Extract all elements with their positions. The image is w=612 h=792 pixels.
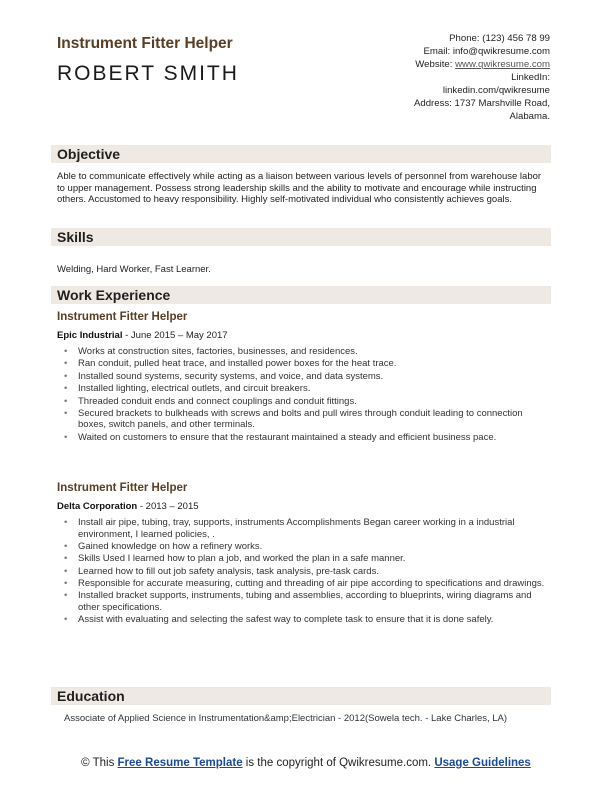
list-item: • Installed bracket supports, instruments, tubing and assemblies, according to blueprints, wiring diagrams and other specifications.: [64, 590, 532, 613]
footer-prefix: © This: [81, 757, 118, 769]
contact-address: [310, 97, 550, 110]
objective-text: Able to communicate effectively while acting as a liaison between various levels of personnel from warehouse labor to upper management. Possess strong leadership skills and the ability to motivate and encourage while instructing others. Accustomed to heavy responsibility. Highly self-motivated individual who consistently achieves goals.: [57, 171, 542, 205]
contact-block: [310, 32, 550, 123]
usage-guidelines-link[interactable]: Usage Guidelines: [434, 757, 531, 769]
address-line1: 1737 Marshville Road,: [454, 98, 550, 109]
list-item: • Installed sound systems, security systems, and voice, and data systems.: [64, 370, 384, 382]
skills-text: Welding, Hard Worker, Fast Learner.: [57, 264, 211, 275]
list-item: • Assist with evaluating and selecting the safest way to complete task to ensure that it is done safely.: [64, 614, 494, 626]
address-label: Address:: [413, 98, 452, 109]
list-item: • Secured brackets to bulkheads with screws and bolts and pull wires through conduit leading to connection boxes, switch panels, and other terminals.: [64, 407, 523, 431]
list-item: • Install air pipe, tubing, tray, supports, instruments Accomplishments Began career working in a industrial environment, I learned policies, .: [64, 517, 515, 540]
phone-label: Phone:: [449, 33, 480, 44]
header-job-title: Instrument Fitter Helper: [57, 35, 233, 52]
list-item: • Ran conduit, pulled heat trace, and installed power boxes for the heat trace.: [64, 358, 397, 370]
job-1-dates: - June 2015 – May 2017: [122, 330, 228, 341]
website-label: Website:: [415, 59, 453, 70]
copyright-footer: [60, 757, 552, 770]
website-link[interactable]: www.qwikresume.com: [455, 59, 550, 70]
list-item: • Works at construction sites, factories, businesses, and residences.: [64, 346, 358, 357]
footer-middle: is the copyright of Qwikresume.com.: [242, 757, 435, 769]
list-item: • Gained knowledge on how a refinery works.: [64, 540, 263, 552]
section-objective-heading: Objective: [51, 145, 551, 163]
free-resume-template-link[interactable]: Free Resume Template: [117, 757, 243, 769]
phone-value: (123) 456 78 99: [482, 33, 550, 44]
list-item: • Responsible for accurate measuring, cutting and threading of air pipe according to specifications and drawings.: [64, 578, 545, 590]
section-skills-heading: Skills: [51, 228, 551, 246]
email-label: Email:: [423, 46, 451, 57]
job-2-bullets: [64, 517, 552, 627]
list-item: • Skills Used I learned how to plan a job, and worked the plan in a safe manner.: [64, 553, 406, 565]
job-2-dates: - 2013 – 2015: [137, 501, 199, 512]
contact-phone: [310, 32, 550, 45]
list-item: • Learned how to fill out job safety analysis, task analysis, pre-task cards.: [64, 565, 379, 577]
list-item: • Waited on customers to ensure that the restaurant maintained a steady and efficient business pace.: [64, 431, 497, 443]
education-text: Associate of Applied Science in Instrumentation&amp;Electrician - 2012(Sowela tech. - Lake Charles, LA): [64, 713, 508, 724]
list-item: • Installed lighting, electrical outlets, and circuit breakers.: [64, 383, 311, 395]
job-2-title: Instrument Fitter Helper: [57, 482, 188, 494]
job-1-company: Epic Industrial: [57, 330, 123, 341]
contact-linkedin-label: LinkedIn:: [511, 72, 550, 83]
list-item: • Threaded conduit ends and connect couplings and conduit fittings.: [64, 395, 357, 407]
job-1-meta: [57, 330, 228, 341]
section-work-heading: Work Experience: [51, 286, 551, 304]
section-education-heading: Education: [51, 687, 551, 705]
contact-email: [310, 45, 550, 58]
job-1-bullets: [64, 346, 552, 444]
address-line2: Alabama.: [509, 111, 550, 122]
job-2-meta: [57, 501, 199, 512]
candidate-name: ROBERT SMITH: [57, 62, 239, 85]
email-value: info@qwikresume.com: [452, 46, 550, 57]
contact-website: [310, 58, 550, 71]
job-2-company: Delta Corporation: [57, 501, 138, 512]
contact-linkedin-value: linkedin.com/qwikresume: [442, 85, 550, 96]
job-1-title: Instrument Fitter Helper: [57, 311, 188, 323]
